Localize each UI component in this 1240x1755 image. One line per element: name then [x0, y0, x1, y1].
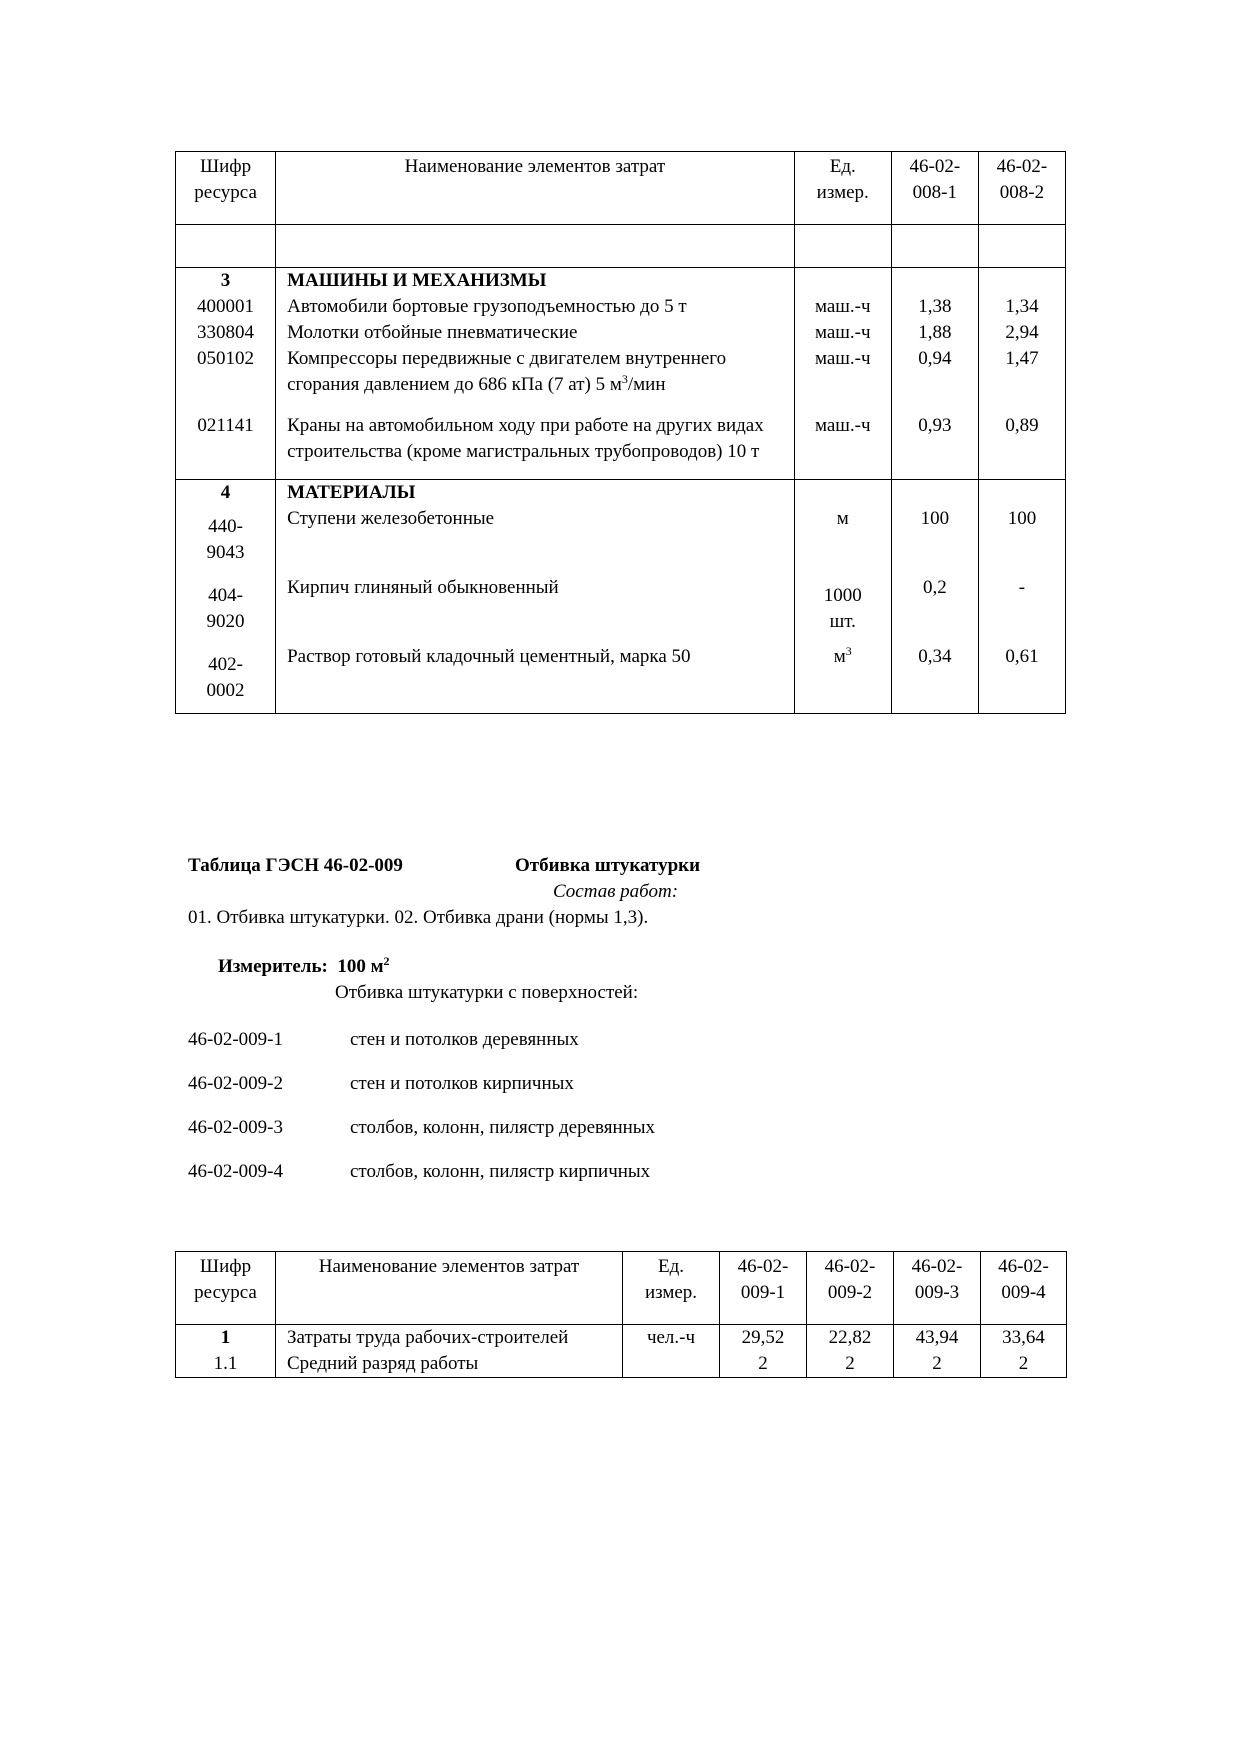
resource-name: Кирпич глиняный обыкновенный [276, 575, 795, 644]
resource-unit [794, 644, 891, 714]
resource-code: 050102 [176, 346, 276, 413]
resource-code: 400001 [176, 294, 276, 320]
resource-table-008 [175, 151, 1066, 714]
value-2: 0,89 [978, 413, 1065, 480]
norm-code: 46-02-009-3 [188, 1117, 283, 1138]
norm-desc: столбов, колонн, пилястр деревянных [350, 1117, 656, 1138]
resource-unit: маш.-ч [794, 294, 891, 320]
resource-name-tail: /мин [627, 374, 666, 395]
norm-desc: столбов, колонн, пилястр кирпичных [350, 1161, 651, 1182]
resource-unit: 1000 шт. [794, 575, 891, 644]
header-name: Наименование элементов затрат [276, 1252, 623, 1325]
resource-code: 021141 [176, 413, 276, 480]
resource-name: Автомобили бортовые грузоподъемностью до 5 т [276, 294, 795, 320]
value-3: 2 [894, 1351, 981, 1378]
value-2: 100 [978, 506, 1065, 575]
value-3: 43,94 [894, 1325, 981, 1352]
resource-name: Краны на автомобильном ходу при работе на других видах строительства (кроме магистральных трубопроводов) 10 т [276, 413, 795, 480]
resource-table-009 [175, 1251, 1067, 1378]
table-header [176, 152, 1066, 225]
work-name-title: Отбивка штукатурки [515, 855, 701, 876]
value-1: 0,94 [891, 346, 978, 413]
resource-name-text: Компрессоры передвижные с двигателем внутреннего сгорания давлением до 686 кПа (7 ат) 5 м [287, 348, 727, 395]
value-2: 2,94 [978, 320, 1065, 346]
section-row [176, 480, 1066, 507]
resource-unit [623, 1351, 720, 1378]
value-2: 1,34 [978, 294, 1065, 320]
header-col1: 46-02-008-1 [891, 152, 978, 225]
value-4: 33,64 [981, 1325, 1067, 1352]
resource-code: 404-9020 [176, 575, 276, 644]
header-unit: Ед. измер. [794, 152, 891, 225]
header-col2: 46-02-008-2 [978, 152, 1065, 225]
header-code: Шифр ресурса [176, 152, 276, 225]
table-row [176, 320, 1066, 346]
header-code: Шифр ресурса [176, 1252, 276, 1325]
value-1: 0,34 [891, 644, 978, 714]
norm-desc: стен и потолков деревянных [350, 1029, 579, 1050]
superscript: 3 [845, 644, 852, 658]
section-title: МАТЕРИАЛЫ [276, 480, 795, 507]
unit-text: м [833, 646, 846, 667]
value-2: - [978, 575, 1065, 644]
superscript: 2 [383, 954, 390, 968]
value-2: 1,47 [978, 346, 1065, 413]
section-number: 3 [176, 268, 276, 295]
resource-unit: м [794, 506, 891, 575]
value-1: 100 [891, 506, 978, 575]
header-unit: Ед. измер. [623, 1252, 720, 1325]
value-1: 1,38 [891, 294, 978, 320]
meter-label: Измеритель: [218, 956, 328, 977]
table-row [176, 413, 1066, 480]
norm-code: 46-02-009-1 [188, 1029, 283, 1050]
resource-name [276, 346, 795, 413]
blank-row [176, 225, 1066, 268]
table-row [176, 506, 1066, 575]
header-col2: 46-02-009-2 [807, 1252, 894, 1325]
table-row [176, 346, 1066, 413]
composition-text: 01. Отбивка штукатурки. 02. Отбивка драни (нормы 1,3). [188, 907, 649, 928]
meter-value: 100 м [337, 956, 384, 977]
resource-name: Средний разряд работы [276, 1351, 623, 1378]
resource-name: Раствор готовый кладочный цементный, марка 50 [276, 644, 795, 714]
header-col3: 46-02-009-3 [894, 1252, 981, 1325]
table-row [176, 1325, 1067, 1352]
value-1: 29,52 [720, 1325, 807, 1352]
resource-code: 1 [176, 1325, 276, 1352]
table-row [176, 1351, 1067, 1378]
header-name: Наименование элементов затрат [276, 152, 795, 225]
surface-intro: Отбивка штукатурки с поверхностей: [335, 982, 639, 1003]
norm-code: 46-02-009-2 [188, 1073, 283, 1094]
value-2: 22,82 [807, 1325, 894, 1352]
resource-code: 402-0002 [176, 644, 276, 714]
resource-unit: маш.-ч [794, 320, 891, 346]
table-row [176, 575, 1066, 644]
norm-desc: стен и потолков кирпичных [350, 1073, 574, 1094]
table-row [176, 644, 1066, 714]
resource-name: Затраты труда рабочих-строителей [276, 1325, 623, 1352]
table-code-title: Таблица ГЭСН 46-02-009 [188, 855, 403, 876]
meter [218, 954, 390, 980]
table-header [176, 1252, 1067, 1325]
section-row [176, 268, 1066, 295]
section-number: 4 [176, 480, 276, 507]
resource-unit: чел.-ч [623, 1325, 720, 1352]
resource-unit: маш.-ч [794, 413, 891, 480]
resource-code: 440-9043 [176, 506, 276, 575]
resource-unit: маш.-ч [794, 346, 891, 413]
resource-code: 330804 [176, 320, 276, 346]
header-col1: 46-02-009-1 [720, 1252, 807, 1325]
value-1: 2 [720, 1351, 807, 1378]
resource-name: Ступени железобетонные [276, 506, 795, 575]
table-row [176, 294, 1066, 320]
superscript: 3 [621, 372, 628, 386]
value-1: 0,2 [891, 575, 978, 644]
value-1: 1,88 [891, 320, 978, 346]
composition-label: Состав работ: [553, 881, 679, 902]
resource-name: Молотки отбойные пневматические [276, 320, 795, 346]
value-2: 2 [807, 1351, 894, 1378]
header-col4: 46-02-009-4 [981, 1252, 1067, 1325]
resource-code: 1.1 [176, 1351, 276, 1378]
value-2: 0,61 [978, 644, 1065, 714]
norm-code: 46-02-009-4 [188, 1161, 283, 1182]
value-4: 2 [981, 1351, 1067, 1378]
value-1: 0,93 [891, 413, 978, 480]
section-title: МАШИНЫ И МЕХАНИЗМЫ [276, 268, 795, 295]
